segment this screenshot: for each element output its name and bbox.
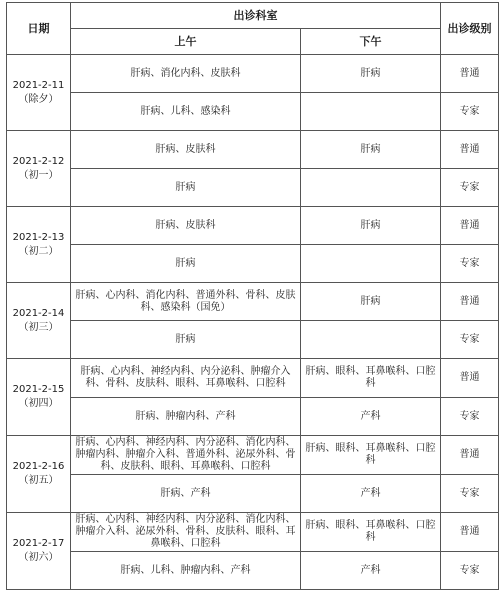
afternoon-cell: [301, 93, 441, 131]
table-row: [7, 207, 499, 245]
table-row: [7, 398, 499, 436]
level-cell: 专家: [441, 321, 499, 359]
level-cell: 普通: [441, 436, 499, 475]
afternoon-cell: 肝病: [301, 55, 441, 93]
table-row: [7, 245, 499, 283]
morning-cell: 肝病: [71, 169, 301, 207]
level-cell: 专家: [441, 475, 499, 513]
header-level: 出诊级别: [441, 3, 499, 55]
morning-cell: 肝病、心内科、消化内科、普通外科、骨科、皮肤科、感染科（国免）: [71, 283, 301, 321]
level-cell: 普通: [441, 55, 499, 93]
afternoon-cell: [301, 245, 441, 283]
table-row: [7, 513, 499, 552]
header-morning: 上午: [71, 29, 301, 55]
morning-cell: 肝病、儿科、肿瘤内科、产科: [71, 552, 301, 590]
level-cell: 普通: [441, 359, 499, 398]
date-alias: （初五）: [18, 475, 59, 486]
afternoon-cell: 肝病: [301, 207, 441, 245]
level-cell: 普通: [441, 131, 499, 169]
afternoon-cell: 肝病、眼科、耳鼻喉科、口腔科: [301, 436, 441, 475]
level-cell: 专家: [441, 245, 499, 283]
date-cell: [7, 359, 71, 436]
morning-cell: 肝病、儿科、感染科: [71, 93, 301, 131]
level-cell: 普通: [441, 207, 499, 245]
morning-cell: 肝病、产科: [71, 475, 301, 513]
header-date: 日期: [7, 3, 71, 55]
date-alias: （初三）: [18, 321, 59, 333]
afternoon-cell: 肝病: [301, 283, 441, 321]
table-row: [7, 436, 499, 475]
date-alias: （初一）: [18, 169, 59, 181]
date-text: 2021-2-15: [12, 384, 65, 395]
date-text: 2021-2-13: [12, 231, 65, 243]
morning-cell: 肝病、肿瘤内科、产科: [71, 398, 301, 436]
level-cell: 普通: [441, 513, 499, 552]
date-cell: [7, 207, 71, 283]
clinic-schedule-table: [6, 2, 499, 590]
afternoon-cell: 产科: [301, 398, 441, 436]
date-cell: [7, 436, 71, 513]
date-text: 2021-2-17: [12, 538, 65, 549]
header-row-2: [7, 29, 499, 55]
date-cell: [7, 55, 71, 131]
date-text: 2021-2-14: [12, 307, 65, 319]
level-cell: 普通: [441, 283, 499, 321]
morning-cell: 肝病、皮肤科: [71, 131, 301, 169]
header-afternoon: 下午: [301, 29, 441, 55]
morning-cell: 肝病、心内科、神经内科、内分泌科、肿瘤介入科、骨科、皮肤科、眼科、耳鼻喉科、口腔科: [71, 359, 301, 398]
afternoon-cell: 肝病: [301, 131, 441, 169]
morning-cell: 肝病、皮肤科: [71, 207, 301, 245]
date-cell: [7, 283, 71, 359]
date-cell: [7, 513, 71, 590]
date-alias: （初四）: [18, 398, 59, 409]
morning-cell: 肝病、消化内科、皮肤科: [71, 55, 301, 93]
date-alias: （初二）: [18, 245, 59, 257]
date-cell: [7, 131, 71, 207]
header-row-1: [7, 3, 499, 29]
morning-cell: 肝病、心内科、神经内科、内分泌科、消化内科、肿瘤介入科、泌尿外科、骨科、皮肤科、眼科、耳鼻喉科、口腔科: [71, 513, 301, 552]
table-row: [7, 131, 499, 169]
level-cell: 专家: [441, 398, 499, 436]
table-row: [7, 552, 499, 590]
morning-cell: 肝病: [71, 321, 301, 359]
table-row: [7, 283, 499, 321]
level-cell: 专家: [441, 93, 499, 131]
date-text: 2021-2-12: [12, 155, 65, 167]
header-dept: 出诊科室: [71, 3, 441, 29]
afternoon-cell: 产科: [301, 475, 441, 513]
level-cell: 专家: [441, 552, 499, 590]
date-text: 2021-2-11: [12, 79, 65, 91]
table-row: [7, 93, 499, 131]
afternoon-cell: 产科: [301, 552, 441, 590]
table-row: [7, 321, 499, 359]
date-alias: （初六）: [18, 552, 59, 563]
morning-cell: 肝病、心内科、神经内科、内分泌科、消化内科、肿瘤内科、肿瘤介入科、普通外科、泌尿外科、骨科、皮肤科、眼科、耳鼻喉科、口腔科: [71, 436, 301, 475]
date-text: 2021-2-16: [12, 461, 65, 472]
afternoon-cell: 肝病、眼科、耳鼻喉科、口腔科: [301, 359, 441, 398]
afternoon-cell: [301, 169, 441, 207]
afternoon-cell: [301, 321, 441, 359]
table-row: [7, 359, 499, 398]
morning-cell: 肝病: [71, 245, 301, 283]
level-cell: 专家: [441, 169, 499, 207]
table-row: [7, 169, 499, 207]
table-row: [7, 475, 499, 513]
afternoon-cell: 肝病、眼科、耳鼻喉科、口腔科: [301, 513, 441, 552]
table-row: [7, 55, 499, 93]
date-alias: （除夕）: [18, 93, 59, 105]
